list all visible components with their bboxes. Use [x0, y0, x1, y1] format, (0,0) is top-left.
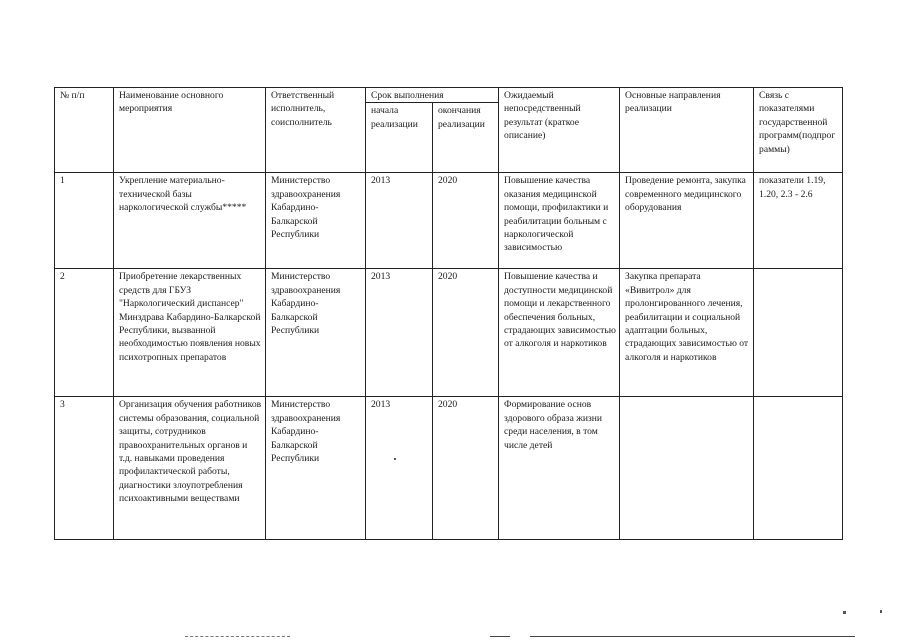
row-num: 3	[55, 397, 114, 540]
row-responsible: Министерство здравоохранения Кабардино-Балкарской Республики	[266, 397, 366, 540]
table-row	[55, 397, 843, 540]
row-end: 2020	[433, 397, 499, 540]
header-term: Срок выполнения	[366, 88, 499, 103]
row-name: Приобретение лекарственных средств для ГБУЗ "Наркологический диспансер" Минздрава Кабардино-Балкарской Республики, вызванной необходимостью появления новых психотропных препаратов	[114, 269, 266, 397]
row-link	[754, 269, 843, 397]
row-end: 2020	[433, 173, 499, 269]
header-end: окончания реализации	[433, 103, 499, 173]
row-end: 2020	[433, 269, 499, 397]
table-row	[55, 173, 843, 269]
header-result: Ожидаемый непосредственный результат (краткое описание)	[499, 88, 620, 173]
measures-table	[54, 87, 843, 540]
header-name: Наименование основного мероприятия	[114, 88, 266, 173]
row-directions: Закупка препарата «Вивитрол» для пролонгированного лечения, реабилитации и социальной адаптации больных, страдающих зависимостью от алкоголя и наркотиков	[620, 269, 754, 397]
scan-speck	[843, 611, 846, 614]
scan-edge-line	[530, 636, 855, 637]
row-result: Повышение качества и доступности медицинской помощи и лекарственного обеспечения больных, страдающих зависимостью от алкоголя и наркотиков	[499, 269, 620, 397]
header-responsible: Ответственный исполнитель, соисполнитель	[266, 88, 366, 173]
row-directions	[620, 397, 754, 540]
row-name: Организация обучения работников системы образования, социальной защиты, сотрудников правоохранительных органов и т.д. навыками проведения профилактической работы, диагностики злоупотребления психоактивными веществами	[114, 397, 266, 540]
row-name: Укрепление материально-технической базы наркологической службы*****	[114, 173, 266, 269]
scan-edge-line	[490, 636, 510, 637]
header-num: № п/п	[55, 88, 114, 173]
scan-speck	[394, 458, 396, 460]
scan-speck	[880, 610, 882, 613]
header-start: начала реализации	[366, 103, 433, 173]
row-responsible: Министерство здравоохранения Кабардино-Балкарской Республики	[266, 269, 366, 397]
row-responsible: Министерство здравоохранения Кабардино-Балкарской Республики	[266, 173, 366, 269]
row-start: 2013	[366, 269, 433, 397]
row-num: 1	[55, 173, 114, 269]
header-link: Связь с показателями государственной программ(подпрограммы)	[754, 88, 843, 173]
row-link: показатели 1.19, 1.20, 2.3 - 2.6	[754, 173, 843, 269]
row-num: 2	[55, 269, 114, 397]
row-result: Повышение качества оказания медицинской помощи, профилактики и реабилитации больным с наркологической зависимостью	[499, 173, 620, 269]
row-start: 2013	[366, 173, 433, 269]
table-row	[55, 269, 843, 397]
row-link	[754, 397, 843, 540]
scan-edge-line	[185, 636, 290, 638]
row-result: Формирование основ здорового образа жизни среди населения, в том числе детей	[499, 397, 620, 540]
row-directions: Проведение ремонта, закупка современного медицинского оборудования	[620, 173, 754, 269]
row-start: 2013	[366, 397, 433, 540]
header-directions: Основные направления реализации	[620, 88, 754, 173]
